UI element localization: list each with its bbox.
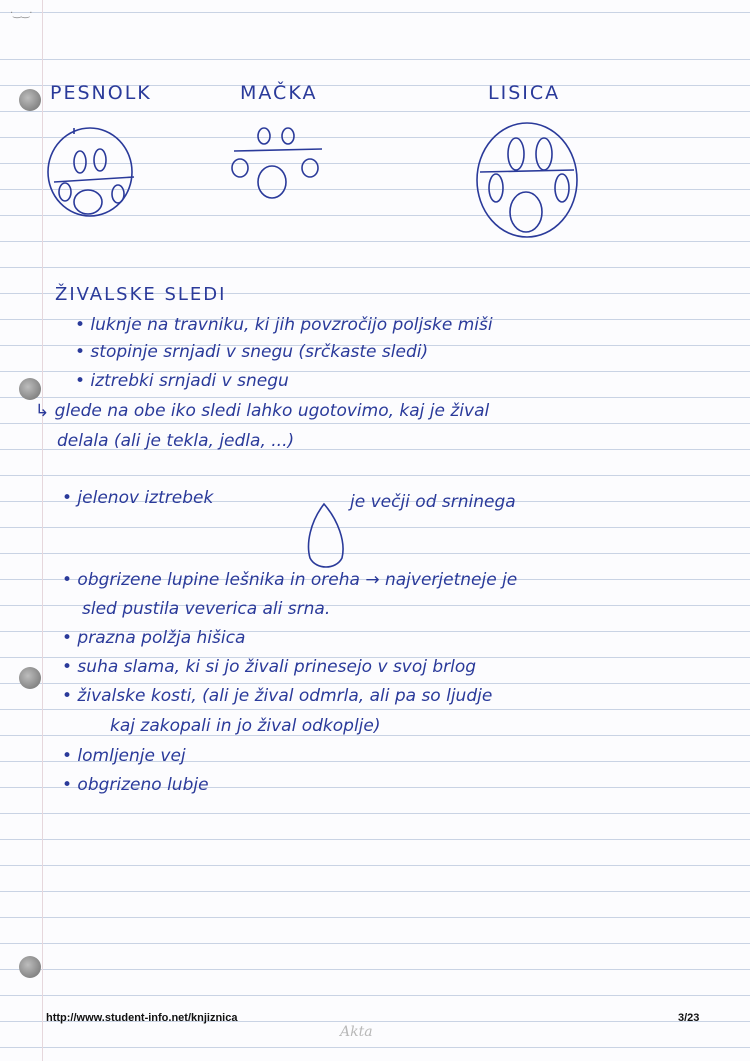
track-label-fox: LISICA bbox=[488, 82, 561, 104]
droppings-drawing bbox=[302, 500, 352, 570]
list-item: • živalske kosti, (ali je žival odmrla, ali pa so ljudje bbox=[62, 686, 493, 706]
arrow-note-line: delala (ali je tekla, jedla, ...) bbox=[57, 431, 295, 451]
punch-hole bbox=[19, 956, 41, 978]
page-number: 3/23 bbox=[678, 1012, 700, 1024]
track-label-cat: MAČKA bbox=[240, 82, 318, 104]
brand-logo: Akta bbox=[340, 1024, 373, 1040]
list-item: • iztrebki srnjadi v snegu bbox=[75, 371, 289, 391]
list-item-continuation: sled pustila veverica ali srna. bbox=[82, 599, 331, 619]
list-item-continuation: je večji od srninega bbox=[350, 492, 516, 512]
list-item: • suha slama, ki si jo živali prinesejo v svoj brlog bbox=[62, 657, 477, 677]
punch-hole bbox=[19, 667, 41, 689]
list-item: • luknje na travniku, ki jih povzročijo poljske miši bbox=[75, 315, 493, 335]
section-title: ŽIVALSKE SLEDI bbox=[55, 284, 227, 305]
cat-paw-print-drawing bbox=[222, 124, 332, 204]
corner-mark: ·‿‿· bbox=[10, 8, 33, 19]
list-item: • obgrizene lupine lešnika in oreha → najverjetneje je bbox=[62, 570, 518, 590]
fox-paw-print-drawing bbox=[470, 120, 588, 245]
list-item: • lomljenje vej bbox=[62, 746, 186, 766]
track-label-dog: PESNOLK bbox=[50, 82, 152, 104]
list-item: • stopinje srnjadi v snegu (srčkaste sledi) bbox=[75, 342, 429, 362]
punch-hole bbox=[19, 378, 41, 400]
punch-hole bbox=[19, 89, 41, 111]
list-item-continuation: kaj zakopali in jo žival odkoplje) bbox=[110, 716, 381, 736]
arrow-note-line: ↳ glede na obe iko sledi lahko ugotovimo, kaj je žival bbox=[35, 401, 490, 421]
footer-url: http://www.student-info.net/knjiznica bbox=[46, 1012, 238, 1024]
list-item: • jelenov iztrebek bbox=[62, 488, 214, 508]
dog-paw-print-drawing bbox=[40, 120, 150, 230]
list-item: • obgrizeno lubje bbox=[62, 775, 209, 795]
list-item: • prazna polžja hišica bbox=[62, 628, 246, 648]
